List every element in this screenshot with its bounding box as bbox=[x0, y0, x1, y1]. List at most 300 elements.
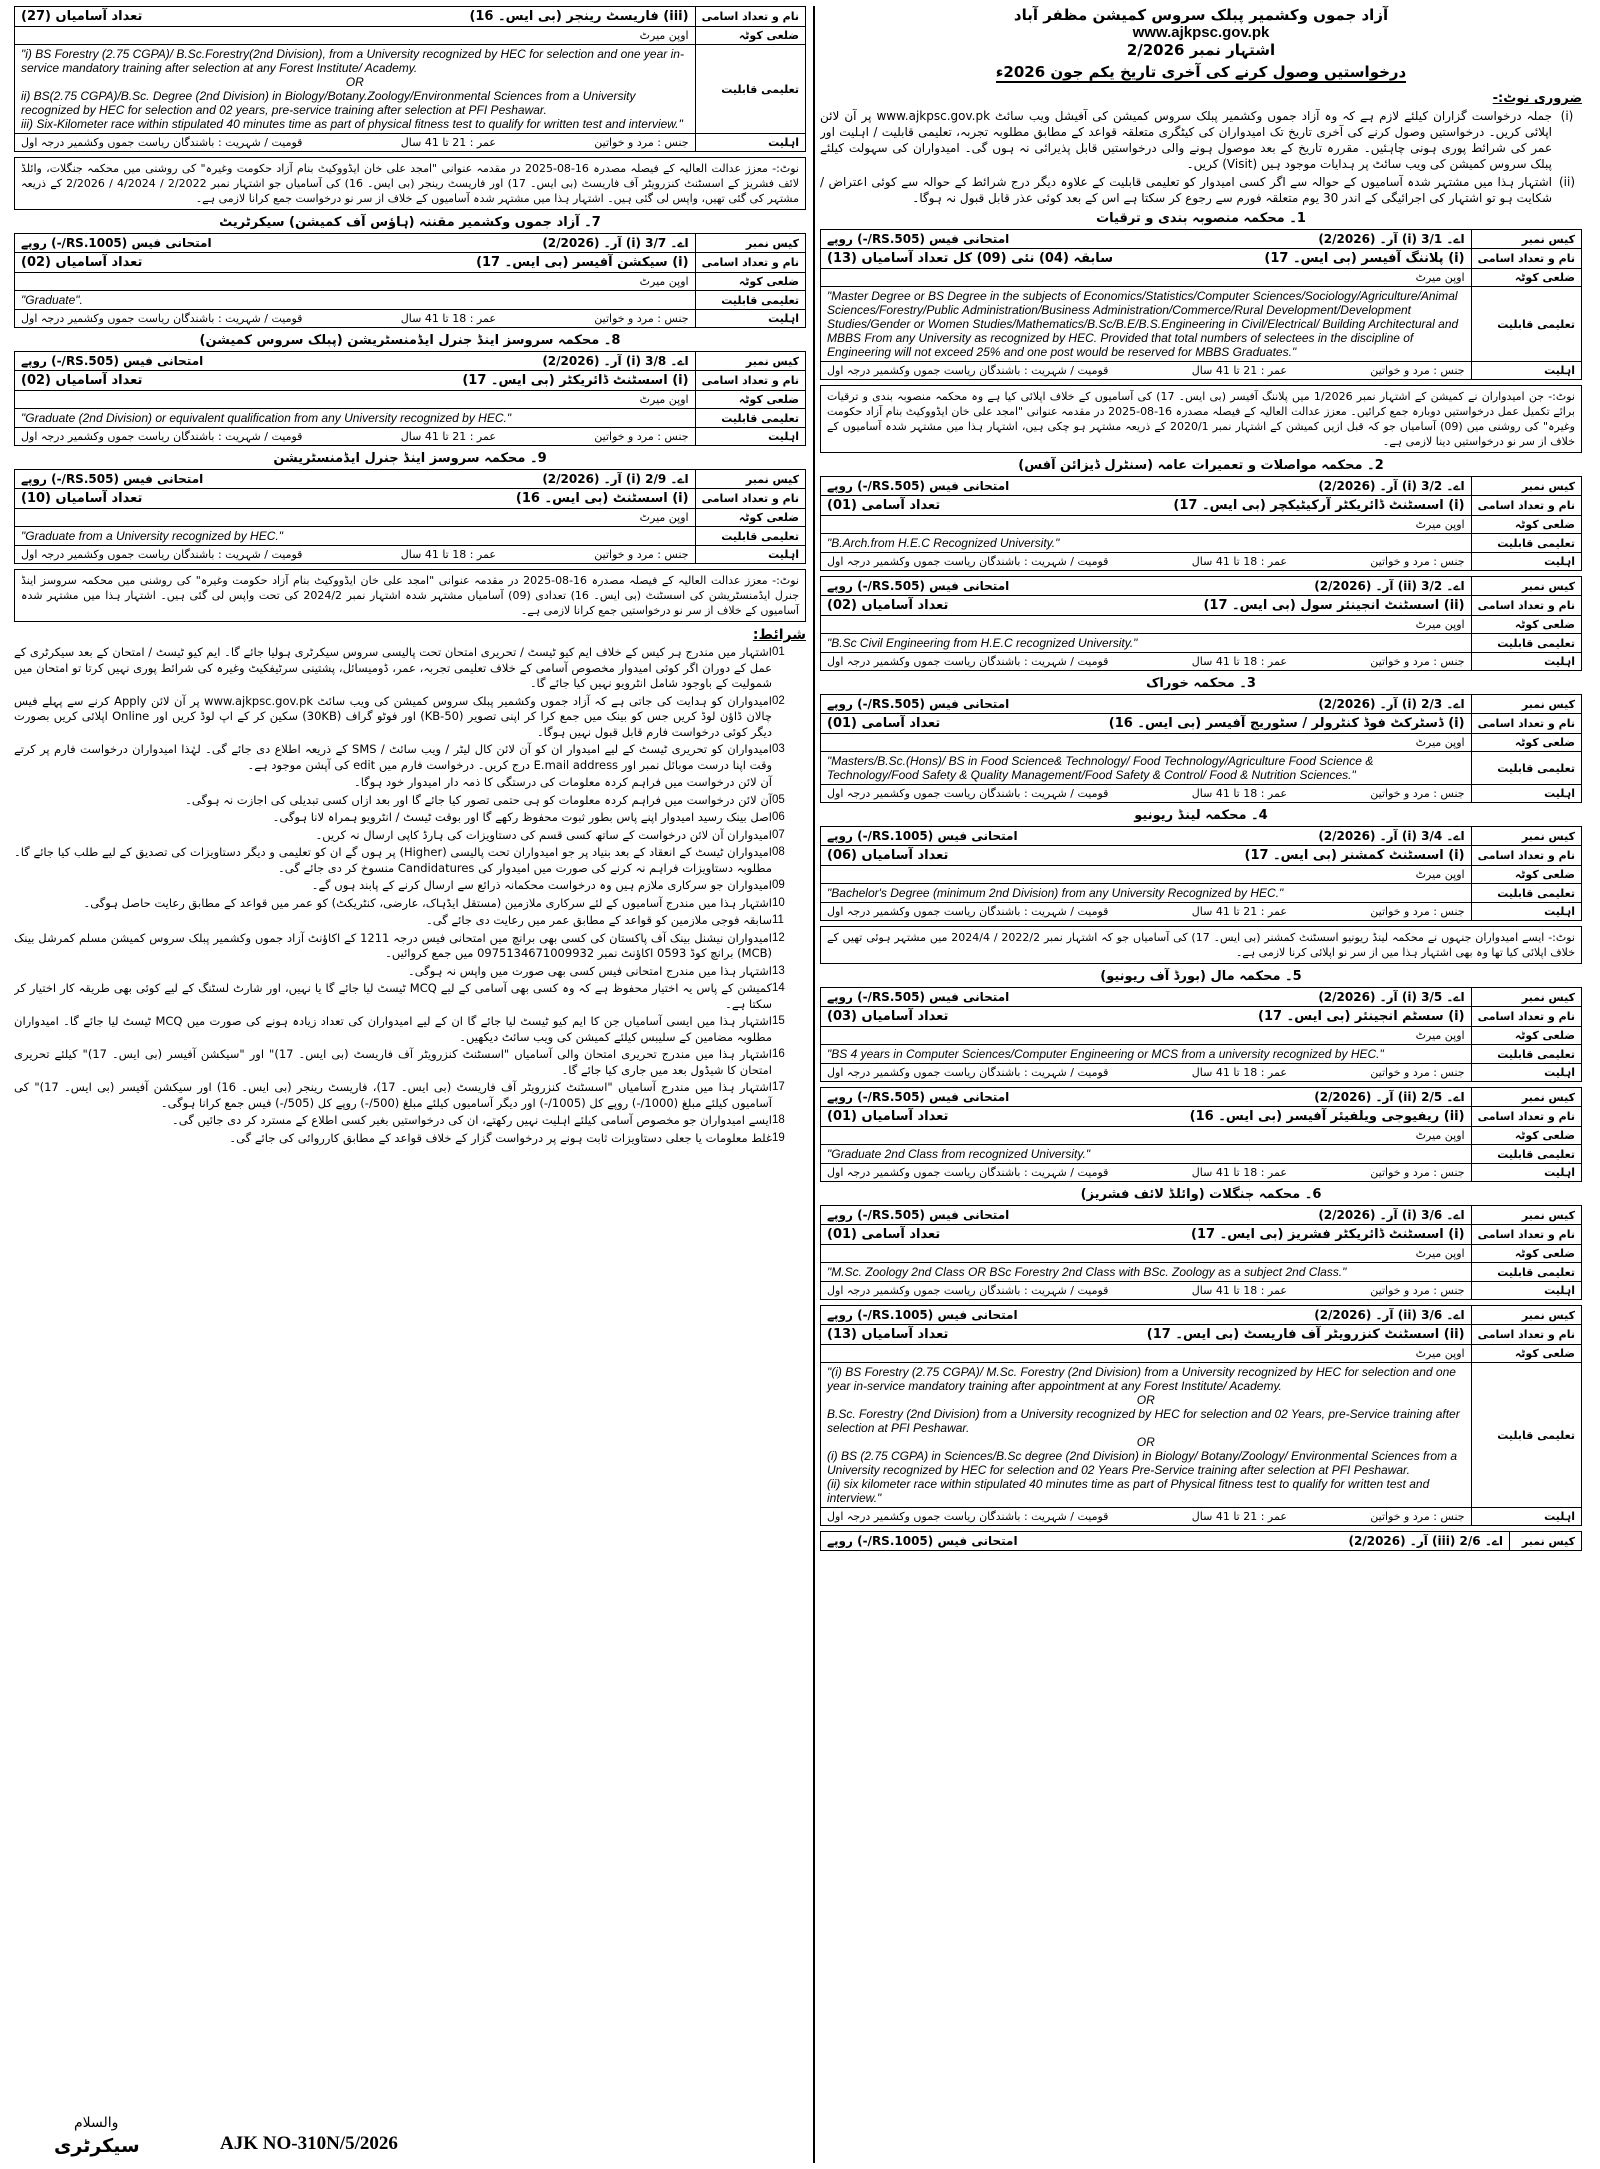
gender: جنس : مرد و خواتین bbox=[1370, 555, 1465, 568]
row-label: تعلیمی قابلیت bbox=[1471, 1045, 1581, 1064]
post-name: (i) اسسٹنٹ ڈائریکٹر آرکیٹیکچر (بی ایس۔ 17) bbox=[1173, 498, 1465, 513]
section-title: 6۔ محکمہ جنگلات (وائلڈ لائف فشریز) bbox=[1080, 1187, 1322, 1202]
row-label: اہلیت bbox=[1471, 1508, 1581, 1526]
term-text: سابقہ فوجی ملازمین کو قواعد کے مطابق عمر میں رعایت دی جائے گی۔ bbox=[425, 913, 772, 927]
case-number-row bbox=[827, 479, 1465, 493]
eligibility-row bbox=[821, 1164, 1582, 1182]
quota-row bbox=[15, 509, 806, 527]
term-number: 11 bbox=[772, 914, 784, 926]
section-note: نوٹ:- جن امیدواران نے کمیشن کے اشتہار نمبر 1/2026 میں پلاننگ آفیسر (بی ایس۔ 17) کی آسامیوں کے خلاف اپلائی کیا ہے وہ محکمہ منصوبہ بندی و ترقیات برائے تکمیل عمل درخواستیں دوبارہ جمع کرائیں۔ معزز عدالت العالیہ کے فیصلہ مصدرہ 16-08-2025 در مقدمہ عنوانی "امجد علی خان ایڈووکیٹ بنام آزاد حکومت وغیرہ" کی روشنی میں (09) آسامیاں جو کہ قبل ازیں کمیشن کے اشتہار نمبر 2020/1 کے ذریعہ مشتہر ہو چکی ہیں، اشتہار ہذا میں مشتہر شدہ آسامیوں کے خلاف از سر نو درخواستیں دینا لازمی ہے۔ bbox=[820, 385, 1582, 453]
section-title: 8۔ محکمہ سروسز اینڈ جنرل ایڈمنسٹریشن (پبلک سروس کمیشن) bbox=[199, 333, 621, 348]
row-value bbox=[821, 827, 1472, 846]
qualification-row bbox=[15, 291, 806, 310]
row-value bbox=[821, 534, 1472, 553]
term-number: 14 bbox=[772, 982, 785, 994]
term-item bbox=[14, 964, 806, 980]
qual-line: "Graduate 2nd Class from recognized University." bbox=[827, 1147, 1091, 1161]
post-row bbox=[15, 489, 806, 509]
quota-row bbox=[821, 1127, 1582, 1145]
footer bbox=[14, 2109, 806, 2159]
qual-line: "Graduate from a University recognized by HEC." bbox=[21, 529, 283, 543]
eligibility-row bbox=[827, 905, 1465, 918]
post-name: (i) سیکشن آفیسر (بی ایس۔ 17) bbox=[476, 255, 689, 270]
term-text: امیدواران ٹیسٹ کے انعقاد کے بعد بنیاد پر جو امیدواران تحت پالیسی (Higher) پر ہوں گے ان کو تعلیمی و دیگر دستاویزات کی تصدیق کے لیے طلب کیا جائے گا۔ مطلوبہ دستاویزات فراہم نہ کرنے کی صورت میں امیدوار کی Candidatures منسوخ کر دی جائے گی۔ bbox=[14, 845, 772, 875]
right-column bbox=[820, 6, 1582, 2163]
advert-number: اشتہار نمبر 2/2026 bbox=[1126, 41, 1276, 59]
domicile: قومیت / شہریت : باشندگان ریاست جموں وکشمیر درجہ اول bbox=[827, 1166, 1109, 1179]
eligibility-row bbox=[21, 136, 689, 149]
quota-row bbox=[821, 269, 1582, 287]
row-value bbox=[821, 988, 1472, 1007]
term-item bbox=[14, 775, 806, 791]
qual-line: "Graduate (2nd Division) or equivalent qualification from any University recognized by HEC." bbox=[21, 411, 512, 425]
row-label: تعلیمی قابلیت bbox=[695, 45, 805, 134]
case-number-row bbox=[827, 232, 1465, 246]
term-item bbox=[14, 981, 806, 1012]
row-value bbox=[15, 428, 696, 446]
term-item bbox=[14, 896, 806, 912]
row-label: ضلعی کوٹہ bbox=[1471, 1027, 1581, 1045]
gender: جنس : مرد و خواتین bbox=[1370, 655, 1465, 668]
post-name: (i) اسسٹنٹ (بی ایس۔ 16) bbox=[515, 491, 689, 506]
row-label: تعلیمی قابلیت bbox=[1471, 1363, 1581, 1508]
row-value bbox=[15, 134, 696, 152]
age-limit: عمر : 18 تا 41 سال bbox=[400, 548, 496, 561]
case-number-row bbox=[827, 1308, 1465, 1322]
section-title: 2۔ محکمہ مواصلات و تعمیرات عامہ (سنٹرل ڈیزائن آفس) bbox=[1018, 458, 1384, 473]
quota-row bbox=[15, 391, 806, 409]
post-count: تعداد آسامیاں (10) bbox=[21, 491, 143, 506]
row-label: کیس نمبر bbox=[1471, 230, 1581, 249]
qualification-text bbox=[827, 1265, 1465, 1279]
post-name: (iii) فاریسٹ رینجر (بی ایس۔ 16) bbox=[469, 9, 689, 24]
row-label: نام و تعداد اسامی bbox=[1471, 249, 1581, 269]
row-value bbox=[821, 734, 1472, 752]
row-label: نام و تعداد اسامی bbox=[695, 489, 805, 509]
advert-header bbox=[820, 6, 1582, 83]
section-title: 4۔ محکمہ لینڈ ریونیو bbox=[1134, 808, 1268, 823]
qualification-row bbox=[821, 534, 1582, 553]
row-value bbox=[821, 785, 1472, 803]
qual-line: B.Sc. Forestry (2nd Division) from a University recognized by HEC for selection and 02 Years, pre-Service training after selection at PFI Peshawar. bbox=[827, 1407, 1460, 1435]
notes-heading: ضروری نوٹ:- bbox=[1492, 91, 1582, 106]
forest-note: نوٹ:- معزز عدالت العالیہ کے فیصلہ مصدرہ 16-08-2025 در مقدمہ عنوانی "امجد علی خان ایڈووکیٹ بنام آزاد حکومت وغیرہ" کی روشنی میں محکمہ جنگلات، وائلڈ لائف فشریز کے اسسٹنٹ کنزرویٹر آف فاریسٹ (بی ایس۔ 17) اور فاریسٹ رینجر (بی ایس۔ 16) کی آسامیاں جو اشتہار نمبر 2/2022 / 4/2024 / 2/2026 کے ذریعہ مشتہر کی گئی تھیں، واپس لی گئی ہیں۔ اشتہار ہذا میں مشتہر شدہ آسامیوں کے خلاف از سر نو درخواست جمع کرانا لازمی ہے۔ bbox=[14, 157, 806, 210]
case-table bbox=[820, 694, 1582, 803]
qual-line: "B.Arch.from H.E.C Recognized University." bbox=[827, 536, 1060, 550]
post-count: تعداد آسامی (01) bbox=[827, 1227, 941, 1242]
qualification-text bbox=[827, 536, 1465, 550]
eligibility-row bbox=[827, 1510, 1465, 1523]
row-value bbox=[821, 230, 1472, 249]
left-column bbox=[14, 6, 806, 2163]
qual-line: "Masters/B.Sc.(Hons)/ BS in Food Science& Technology/ Food Technology/Agriculture Food Science & Technology/Food Safety & Quality Management/Food Safety & Control/ Food & Nutrition Sciences." bbox=[827, 754, 1374, 782]
row-value bbox=[821, 695, 1472, 714]
quota-row bbox=[15, 27, 806, 45]
row-value bbox=[821, 752, 1472, 785]
post-name: (ii) اسسٹنٹ انجینئر سول (بی ایس۔ 17) bbox=[1203, 598, 1465, 613]
term-text: اشتہار ہذا میں مندرج تحریری امتحان والی آسامیاں "اسسٹنٹ کنزرویٹر آف فاریسٹ (بی ایس۔ 17)" اور "سیکشن آفیسر (بی ایس۔ 17)" کیلئے تحریری امتحان کا شیڈول بعد میں جاری کیا جائے گا۔ bbox=[14, 1047, 772, 1077]
term-item bbox=[14, 828, 806, 844]
note-number: (ii) bbox=[1558, 175, 1576, 189]
row-value bbox=[821, 287, 1472, 362]
row-label: اہلیت bbox=[1471, 1164, 1581, 1182]
qualification-row bbox=[821, 884, 1582, 903]
post-row bbox=[21, 255, 689, 270]
term-text: امیدواران کو تحریری ٹیسٹ کے لیے امیدوار ان کو آن لائن کال لیٹر / ویب سائٹ / SMS کے ذریعہ اطلاع دی جائے گی۔ لہٰذا امیدواران درخواست فارم پر کرتے وقت اپنا درست موبائل نمبر اور E.mail address درج کریں۔ درخواست فارم میں edit کی آپشن موجود ہے۔ bbox=[14, 742, 773, 772]
domicile: قومیت / شہریت : باشندگان ریاست جموں وکشمیر درجہ اول bbox=[827, 787, 1109, 800]
case-table bbox=[820, 1305, 1582, 1526]
domicile: قومیت / شہریت : باشندگان ریاست جموں وکشمیر درجہ اول bbox=[21, 136, 303, 149]
post-count: تعداد آسامی (01) bbox=[827, 716, 941, 731]
quota-row bbox=[821, 1245, 1582, 1263]
case-number-row bbox=[827, 1090, 1465, 1104]
term-text: اشتہار ہذا میں مندرج امتحانی فیس کسی بھی صورت میں واپس نہ ہوگی۔ bbox=[407, 963, 772, 978]
terms-title: شرائط: bbox=[752, 627, 806, 643]
term-item bbox=[14, 913, 806, 929]
case-table bbox=[820, 987, 1582, 1082]
row-value bbox=[821, 1027, 1472, 1045]
row-value bbox=[821, 1263, 1472, 1282]
row-label: نام و تعداد اسامی bbox=[1471, 496, 1581, 516]
eligibility-row bbox=[15, 428, 806, 446]
case-table bbox=[820, 1205, 1582, 1300]
row-label: تعلیمی قابلیت bbox=[1471, 1145, 1581, 1164]
eligibility-row bbox=[827, 655, 1465, 668]
term-number bbox=[772, 775, 806, 791]
quota-row bbox=[821, 516, 1582, 534]
gender: جنس : مرد و خواتین bbox=[1370, 1510, 1465, 1523]
case-number-row bbox=[821, 1532, 1582, 1551]
case-number-row bbox=[821, 827, 1582, 846]
case-table bbox=[14, 6, 806, 152]
quota-value: اوپن میرٹ bbox=[1415, 618, 1465, 631]
term-item bbox=[14, 742, 806, 773]
row-label: ضلعی کوٹہ bbox=[1471, 1345, 1581, 1363]
gender: جنس : مرد و خواتین bbox=[1370, 787, 1465, 800]
row-value bbox=[821, 553, 1472, 571]
case-number-row bbox=[821, 695, 1582, 714]
post-count: تعداد آسامی (01) bbox=[827, 498, 941, 513]
row-value bbox=[15, 45, 696, 134]
row-value bbox=[821, 1245, 1472, 1263]
quota-value: اوپن میرٹ bbox=[639, 29, 689, 42]
qualification-row bbox=[15, 409, 806, 428]
eligibility-row bbox=[15, 134, 806, 152]
case-number-row bbox=[827, 1534, 1503, 1548]
post-name: (i) ڈسٹرکٹ فوڈ کنٹرولر / سٹوریج آفیسر (بی ایس۔ 16) bbox=[1108, 716, 1465, 731]
notes-list bbox=[820, 108, 1582, 206]
row-label: اہلیت bbox=[695, 134, 805, 152]
term-text: اشتہار ہذا میں ایسی آسامیاں جن کا ایم کیو ٹیسٹ لیا جائے گا ان کے لیے امیدواران کی تعداد زیادہ ہونے کی صورت میں MCQ ٹیسٹ لیا جائے گا۔ امیدواران مطلوبہ مضامین کے سلیبس کیلئے کمیشن کی ویب سائٹ دیکھیں۔ bbox=[14, 1014, 772, 1044]
qual-line: (ii) six kilometer race within stipulated 40 minutes time as part of Physical fitness test to qualify for written test and interview." bbox=[827, 1477, 1430, 1505]
qual-line: "M.Sc. Zoology 2nd Class OR BSc Forestry 2nd Class with BSc. Zoology as a subject 2nd Class." bbox=[827, 1265, 1347, 1279]
term-number: 16 bbox=[772, 1048, 785, 1060]
section-title: 9۔ محکمہ سروسز اینڈ جنرل ایڈمنسٹریشن bbox=[273, 451, 547, 466]
row-label: ضلعی کوٹہ bbox=[1471, 516, 1581, 534]
term-number: 18 bbox=[772, 1114, 785, 1126]
age-limit: عمر : 18 تا 41 سال bbox=[1191, 1284, 1287, 1297]
row-value bbox=[821, 1045, 1472, 1064]
row-value bbox=[821, 1145, 1472, 1164]
post-name: (i) اسسٹنٹ کمشنر (بی ایس۔ 17) bbox=[1244, 848, 1465, 863]
term-text: امیدواران آن لائن درخواست کے ساتھ کسی قسم کی دستاویزات کی ہارڈ کاپی ارسال نہ کریں۔ bbox=[315, 827, 772, 842]
post-name: (i) سسٹم انجینئر (بی ایس۔ 17) bbox=[1258, 1009, 1465, 1024]
row-value bbox=[15, 273, 696, 291]
post-row bbox=[827, 1327, 1465, 1342]
quota-value: اوپن میرٹ bbox=[1415, 1029, 1465, 1042]
eligibility-row bbox=[21, 312, 689, 325]
terms-list bbox=[14, 645, 806, 1146]
row-label: تعلیمی قابلیت bbox=[695, 409, 805, 428]
row-label: نام و تعداد اسامی bbox=[1471, 714, 1581, 734]
eligibility-row bbox=[821, 903, 1582, 921]
qualification-row bbox=[821, 752, 1582, 785]
gender: جنس : مرد و خواتین bbox=[594, 548, 689, 561]
row-label: اہلیت bbox=[1471, 653, 1581, 671]
qualification-text bbox=[21, 529, 689, 543]
case-table bbox=[820, 576, 1582, 671]
gender: جنس : مرد و خواتین bbox=[1370, 905, 1465, 918]
qualification-text bbox=[827, 1147, 1465, 1161]
age-limit: عمر : 18 تا 41 سال bbox=[1191, 1166, 1287, 1179]
case-number-row bbox=[821, 577, 1582, 596]
case-number-row bbox=[821, 1088, 1582, 1107]
case-table-partial bbox=[820, 1531, 1582, 1551]
term-number: 07 bbox=[772, 828, 785, 841]
quota-value: اوپن میرٹ bbox=[639, 275, 689, 288]
term-item bbox=[14, 1014, 806, 1045]
age-limit: عمر : 18 تا 41 سال bbox=[400, 312, 496, 325]
row-label: کیس نمبر bbox=[1510, 1532, 1582, 1551]
row-value bbox=[821, 1345, 1472, 1363]
term-item bbox=[14, 793, 806, 809]
row-label: نام و تعداد اسامی bbox=[695, 371, 805, 391]
case-number-row bbox=[827, 829, 1465, 843]
age-limit: عمر : 21 تا 41 سال bbox=[400, 136, 496, 149]
qualification-text bbox=[827, 886, 1465, 900]
row-label: نام و تعداد اسامی bbox=[1471, 1325, 1581, 1345]
term-text: امیدواران نیشنل بینک آف پاکستان کی کسی بھی برانچ میں امتحانی فیس درجہ 1211 کے اکاؤنٹ آزاد جموں وکشمیر پبلک سروس کمیشن مسلم کمرشل بینک (MCB) برانچ کوڈ 0593 اکاؤنٹ نمبر 0975134671009932 میں جمع کروائیں۔ bbox=[14, 930, 772, 960]
row-label: کیس نمبر bbox=[1471, 988, 1581, 1007]
row-label: ضلعی کوٹہ bbox=[695, 509, 805, 527]
row-label: نام و تعداد اسامی bbox=[1471, 1007, 1581, 1027]
row-value bbox=[821, 362, 1472, 380]
term-number: 08 bbox=[772, 846, 785, 858]
row-label: اہلیت bbox=[695, 310, 805, 328]
row-value bbox=[15, 371, 696, 391]
row-label: نام و تعداد اسامی bbox=[1471, 1107, 1581, 1127]
post-name: (i) اسسٹنٹ ڈائریکٹر (بی ایس۔ 17) bbox=[462, 373, 689, 388]
row-label: نام و تعداد اسامی bbox=[695, 253, 805, 273]
row-value bbox=[821, 616, 1472, 634]
row-label: کیس نمبر bbox=[695, 470, 805, 489]
exam-fee: امتحانی فیس (RS.1005/-) روپے bbox=[827, 1534, 1018, 1548]
row-value bbox=[821, 866, 1472, 884]
exam-fee: امتحانی فیس (RS.505/-) روپے bbox=[21, 472, 204, 486]
row-value bbox=[821, 634, 1472, 653]
section-title: 7۔ آزاد جموں وکشمیر مقننہ (ہاؤس آف کمیشن) سیکرٹریٹ bbox=[219, 215, 601, 230]
post-row bbox=[821, 596, 1582, 616]
case-number: اے۔ 3/8 (i) آر۔ (2/2026) bbox=[542, 354, 689, 368]
post-count: تعداد آسامیاں (13) bbox=[827, 1327, 949, 1342]
row-value bbox=[15, 470, 696, 489]
exam-fee: امتحانی فیس (RS.1005/-) روپے bbox=[827, 829, 1018, 843]
qualification-text bbox=[827, 1365, 1465, 1505]
quota-value: اوپن میرٹ bbox=[1415, 271, 1465, 284]
row-label: ضلعی کوٹہ bbox=[1471, 616, 1581, 634]
post-row bbox=[821, 1007, 1582, 1027]
post-row bbox=[827, 1109, 1465, 1124]
case-number-row bbox=[821, 988, 1582, 1007]
row-value bbox=[821, 1508, 1472, 1526]
right-sections bbox=[820, 211, 1582, 1551]
row-label: کیس نمبر bbox=[1471, 477, 1581, 496]
case-number-row bbox=[21, 472, 689, 486]
post-row bbox=[821, 496, 1582, 516]
term-item bbox=[14, 1047, 806, 1078]
post-row bbox=[21, 373, 689, 388]
eligibility-row bbox=[821, 1064, 1582, 1082]
closing-text: والسلام bbox=[74, 2115, 119, 2131]
qual-line: "Graduate". bbox=[21, 293, 83, 307]
row-value bbox=[821, 1107, 1472, 1127]
qualification-text bbox=[21, 293, 689, 307]
row-label: نام و تعداد اسامی bbox=[1471, 596, 1581, 616]
case-table bbox=[820, 476, 1582, 571]
row-value bbox=[821, 1325, 1472, 1345]
row-label: ضلعی کوٹہ bbox=[1471, 734, 1581, 752]
forest-ranger-case bbox=[14, 6, 806, 210]
post-row bbox=[827, 498, 1465, 513]
post-row bbox=[827, 1227, 1465, 1242]
term-item bbox=[14, 878, 806, 894]
term-number: 19 bbox=[772, 1131, 785, 1144]
post-row bbox=[827, 848, 1465, 863]
term-number: 17 bbox=[772, 1081, 785, 1093]
commission-name: آزاد جموں وکشمیر پبلک سروس کمیشن مظفر آباد bbox=[1013, 6, 1389, 24]
exam-fee: امتحانی فیس (RS.505/-) روپے bbox=[827, 232, 1010, 246]
ajk-number: AJK NO-310N/5/2026 bbox=[220, 2133, 398, 2154]
term-number: 05 bbox=[772, 793, 785, 806]
term-item bbox=[14, 1080, 806, 1111]
website-link[interactable]: www.ajkpsc.gov.pk bbox=[1132, 24, 1270, 41]
term-text: امیدواران کو ہدایت کی جاتی ہے کہ آزاد جموں وکشمیر پبلک سروس کمیشن کی ویب سائٹ www.ajkpsc.gov.pk پر آن لائن Apply کرنے سے پہلے فیس چالان ڈاؤن لوڈ کریں جس کو بینک میں جمع کرا کر اپنی تصویر (50-KB) اور فوٹو گراف (30KB) سکین کر کے اپ لوڈ کریں اور Online اپلائی کریں بصورت دیگر کوئی درخواست فارم قابل قبول نہیں ہوگا۔ bbox=[14, 693, 773, 739]
age-limit: عمر : 18 تا 41 سال bbox=[1191, 655, 1287, 668]
case-table bbox=[14, 233, 806, 328]
post-row bbox=[827, 1009, 1465, 1024]
qualification-row bbox=[821, 1263, 1582, 1282]
row-label: اہلیت bbox=[1471, 903, 1581, 921]
domicile: قومیت / شہریت : باشندگان ریاست جموں وکشمیر درجہ اول bbox=[21, 548, 303, 561]
term-text: آن لائن درخواست میں فراہم کردہ معلومات کو ہی حتمی تصور کیا جائے گا اور بعد ازاں کسی تبدیلی کی اجازت نہ ہوگی۔ bbox=[185, 792, 772, 807]
case-number-row bbox=[821, 1206, 1582, 1225]
quota-value: اوپن میرٹ bbox=[639, 511, 689, 524]
row-value bbox=[15, 527, 696, 546]
post-name: (i) اسسٹنٹ ڈائریکٹر فشریز (بی ایس۔ 17) bbox=[1191, 1227, 1465, 1242]
exam-fee: امتحانی فیس (RS.505/-) روپے bbox=[827, 1090, 1010, 1104]
note-text: جملہ درخواست گزاران کیلئے لازم ہے کہ وہ آزاد جموں وکشمیر پبلک سروس کمیشن کی آفیشل ویب سائٹ www.ajkpsc.gov.pk پر آن لائن اپلائی کریں۔ درخواستیں وصول کرنے کی آخری تاریخ تک امیدواران کی کیٹگری متعلقہ قواعد کے مطابق مطلوبہ تجربہ، تعلیمی قابلیت / اہلیت اور عمر کی شرائط پوری ہونی چاہئیں۔ مقررہ تاریخ کے بعد موصول ہونے والی درخواستیں قابل پذیرائی نہ ہوں گی۔ امیدواران کی سہولت کیلئے پبلک سروس کمیشن کی ویب سائٹ پر ہدایات موجود ہیں (Visit) کریں۔ bbox=[820, 109, 1553, 171]
case-number-row bbox=[821, 477, 1582, 496]
term-number: 02 bbox=[772, 694, 785, 707]
qual-line: "i) BS Forestry (2.75 CGPA)/ B.Sc.Forestry(2nd Division), from a University recognized by HEC for selection and one year in-service mandatory training after selection at any Forest Institute/ Academy. bbox=[21, 47, 684, 75]
row-value bbox=[15, 7, 696, 27]
term-item bbox=[14, 1113, 806, 1129]
term-text: غلط معلومات یا جعلی دستاویزات ثابت ہونے پر درخواست گزار کے خلاف قواعد کے مطابق کارروائی کی جائے گی۔ bbox=[229, 1130, 772, 1145]
exam-fee: امتحانی فیس (RS.505/-) روپے bbox=[827, 579, 1010, 593]
case-number: اے۔ 3/2 (ii) آر۔ (2/2026) bbox=[1314, 579, 1465, 593]
age-limit: عمر : 21 تا 41 سال bbox=[1191, 1510, 1287, 1523]
qualification-text bbox=[827, 636, 1465, 650]
row-value bbox=[821, 496, 1472, 516]
post-count: تعداد آسامیاں (27) bbox=[21, 9, 143, 24]
term-number: 12 bbox=[772, 931, 785, 944]
row-value bbox=[821, 1007, 1472, 1027]
quota-row bbox=[821, 616, 1582, 634]
section-note: نوٹ:- معزز عدالت العالیہ کے فیصلہ مصدرہ 16-08-2025 در مقدمہ عنوانی "امجد علی خان ایڈووکیٹ بنام آزاد حکومت وغیرہ" کی روشنی میں محکمہ سروسز اینڈ جنرل ایڈمنسٹریشن کی اسسٹنٹ (بی ایس۔ 16) تعدادی (09) آسامیاں مشتہر شدہ اشتہار نمبر 2024/2 کی تحت واپس لی گئی ہیں۔ اشتہار ہذا میں مشتہر شدہ آسامیوں کے خلاف از سر نو درخواستیں جمع کرانا لازمی ہے۔ bbox=[14, 569, 806, 622]
row-value bbox=[821, 249, 1472, 269]
eligibility-row bbox=[827, 1284, 1465, 1297]
row-value bbox=[15, 509, 696, 527]
age-limit: عمر : 21 تا 41 سال bbox=[1191, 905, 1287, 918]
deadline-text: درخواستیں وصول کرنے کی آخری تاریخ یکم جون 2026ء bbox=[995, 63, 1407, 81]
term-item bbox=[14, 1131, 806, 1147]
row-label: ضلعی کوٹہ bbox=[1471, 1245, 1581, 1263]
case-number-row bbox=[821, 230, 1582, 249]
post-count: سابقہ (04) نئی (09) کل تعداد آسامیاں (13) bbox=[827, 251, 1113, 266]
row-value bbox=[15, 546, 696, 564]
eligibility-row bbox=[821, 653, 1582, 671]
quota-value: اوپن میرٹ bbox=[1415, 1347, 1465, 1360]
case-number-row bbox=[15, 470, 806, 489]
exam-fee: امتحانی فیس (RS.505/-) روپے bbox=[21, 354, 204, 368]
row-value bbox=[821, 714, 1472, 734]
post-row bbox=[821, 1225, 1582, 1245]
case-number-row bbox=[821, 1306, 1582, 1325]
row-label: اہلیت bbox=[1471, 785, 1581, 803]
gender: جنس : مرد و خواتین bbox=[594, 430, 689, 443]
domicile: قومیت / شہریت : باشندگان ریاست جموں وکشمیر درجہ اول bbox=[827, 1284, 1109, 1297]
post-row bbox=[15, 371, 806, 391]
term-item bbox=[14, 845, 806, 876]
qual-or: OR bbox=[1136, 1435, 1155, 1449]
case-number: اے۔ 2/5 (ii) آر۔ (2/2026) bbox=[1314, 1090, 1465, 1104]
term-number: 13 bbox=[772, 964, 785, 977]
qualification-text bbox=[827, 754, 1465, 782]
qual-line: iii) Six-Kilometer race within stipulated 40 minutes time as part of physical fitness test to qualify for written test and interview." bbox=[21, 117, 683, 131]
row-value bbox=[821, 1225, 1472, 1245]
exam-fee: امتحانی فیس (RS.505/-) روپے bbox=[827, 990, 1010, 1004]
case-table bbox=[820, 826, 1582, 921]
qual-line: "Master Degree or BS Degree in the subjects of Economics/Statistics/Computer Sciences/Sociology/Agriculture/Animal Sciences/Forestry/Public Administration/Business Administration/Commerce/Rural Development/Development Studies/Gender or Women Studies/Mathematics/B.Sc/B.E/B.S.Engineering in Civil/Electrical/ Building Architectural and MBBS From any University as recognized by HEC. Provided that total numbers of selectees in the discipline of Engineering will not exceed 25% and one post would be reserved for MBBS Graduates." bbox=[827, 289, 1459, 359]
row-label: اہلیت bbox=[1471, 1064, 1581, 1082]
domicile: قومیت / شہریت : باشندگان ریاست جموں وکشمیر درجہ اول bbox=[827, 1066, 1109, 1079]
case-table bbox=[14, 351, 806, 446]
section-title: 1۔ محکمہ منصوبہ بندی و ترقیات bbox=[1096, 211, 1306, 226]
quota-value: اوپن میرٹ bbox=[1415, 1247, 1465, 1260]
term-number: 09 bbox=[772, 879, 785, 891]
age-limit: عمر : 18 تا 41 سال bbox=[1191, 555, 1287, 568]
post-count: تعداد آسامیاں (01) bbox=[827, 1109, 949, 1124]
post-row bbox=[21, 491, 689, 506]
case-table bbox=[820, 229, 1582, 380]
eligibility-row bbox=[15, 310, 806, 328]
qualification-text bbox=[21, 47, 689, 131]
row-value bbox=[821, 596, 1472, 616]
note-item bbox=[820, 174, 1582, 206]
row-value bbox=[821, 653, 1472, 671]
row-label: تعلیمی قابلیت bbox=[1471, 1263, 1581, 1282]
domicile: قومیت / شہریت : باشندگان ریاست جموں وکشمیر درجہ اول bbox=[21, 312, 303, 325]
